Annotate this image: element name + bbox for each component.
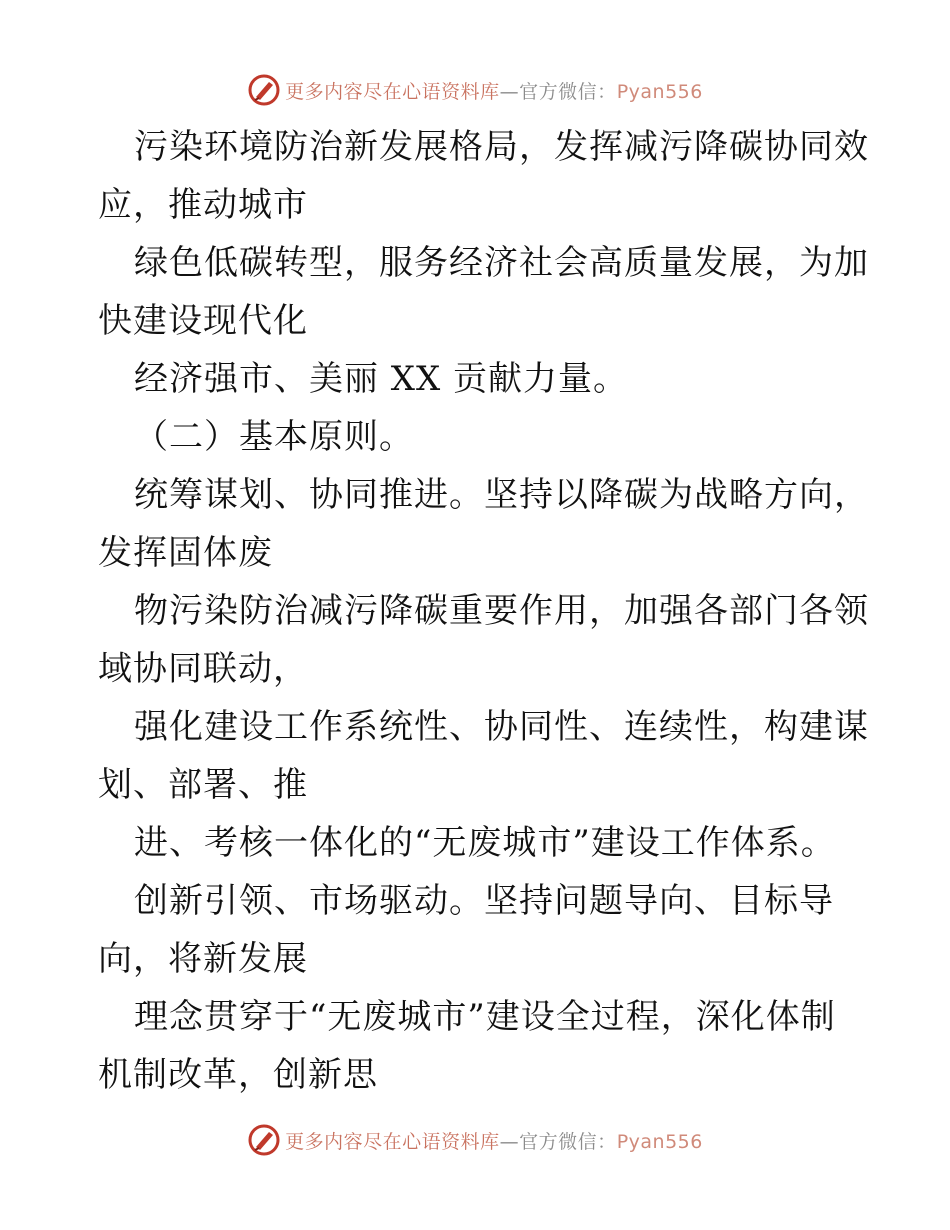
watermark-text [285,1127,703,1154]
header-watermark [0,70,950,110]
body-text-line: 划、部署、推 [98,765,308,805]
body-text-line: 绿色低碳转型，服务经济社会高质量发展，为加 [134,243,869,283]
body-text-line: 理念贯穿于“无废城市”建设全过程，深化体制 [134,997,836,1037]
body-text-line: 快建设现代化 [98,301,308,341]
body-text-line: 向，将新发展 [98,939,308,979]
body-text-line: 强化建设工作系统性、协同性、连续性，构建谋 [134,707,869,747]
watermark-dash: — [499,80,520,103]
body-text-line: 发挥固体废 [98,533,273,573]
watermark-text [285,77,703,104]
body-text-line: 统筹谋划、协同推进。坚持以降碳为战略方向， [134,475,869,515]
watermark-wechat-id: Pyan556 [616,1130,703,1153]
watermark-wechat-label: 官方微信： [519,1130,617,1153]
watermark-wechat-label: 官方微信： [519,80,617,103]
body-text-line: 创新引领、市场驱动。坚持问题导向、目标导 [134,881,834,921]
watermark-main-text: 更多内容尽在心语资料库 [285,1130,500,1153]
red-quill-logo-icon [247,1123,281,1157]
red-quill-logo-icon [247,73,281,107]
body-text-line: 物污染防治减污降碳重要作用，加强各部门各领 [134,591,869,631]
body-text-line: 域协同联动， [98,649,308,689]
body-text-line: 机制改革，创新思 [98,1055,378,1095]
document-body [98,118,869,1104]
watermark-wechat-id: Pyan556 [616,80,703,103]
body-text-line: 经济强市、美丽 XX 贡献力量。 [134,359,629,399]
body-text-line: （二）基本原则。 [134,417,414,457]
footer-watermark [0,1120,950,1160]
body-text-line: 污染环境防治新发展格局，发挥减污降碳协同效 [134,127,869,167]
body-text-line: 应，推动城市 [98,185,308,225]
watermark-dash: — [499,1130,520,1153]
body-text-line: 进、考核一体化的“无废城市”建设工作体系。 [134,823,836,863]
watermark-main-text: 更多内容尽在心语资料库 [285,80,500,103]
